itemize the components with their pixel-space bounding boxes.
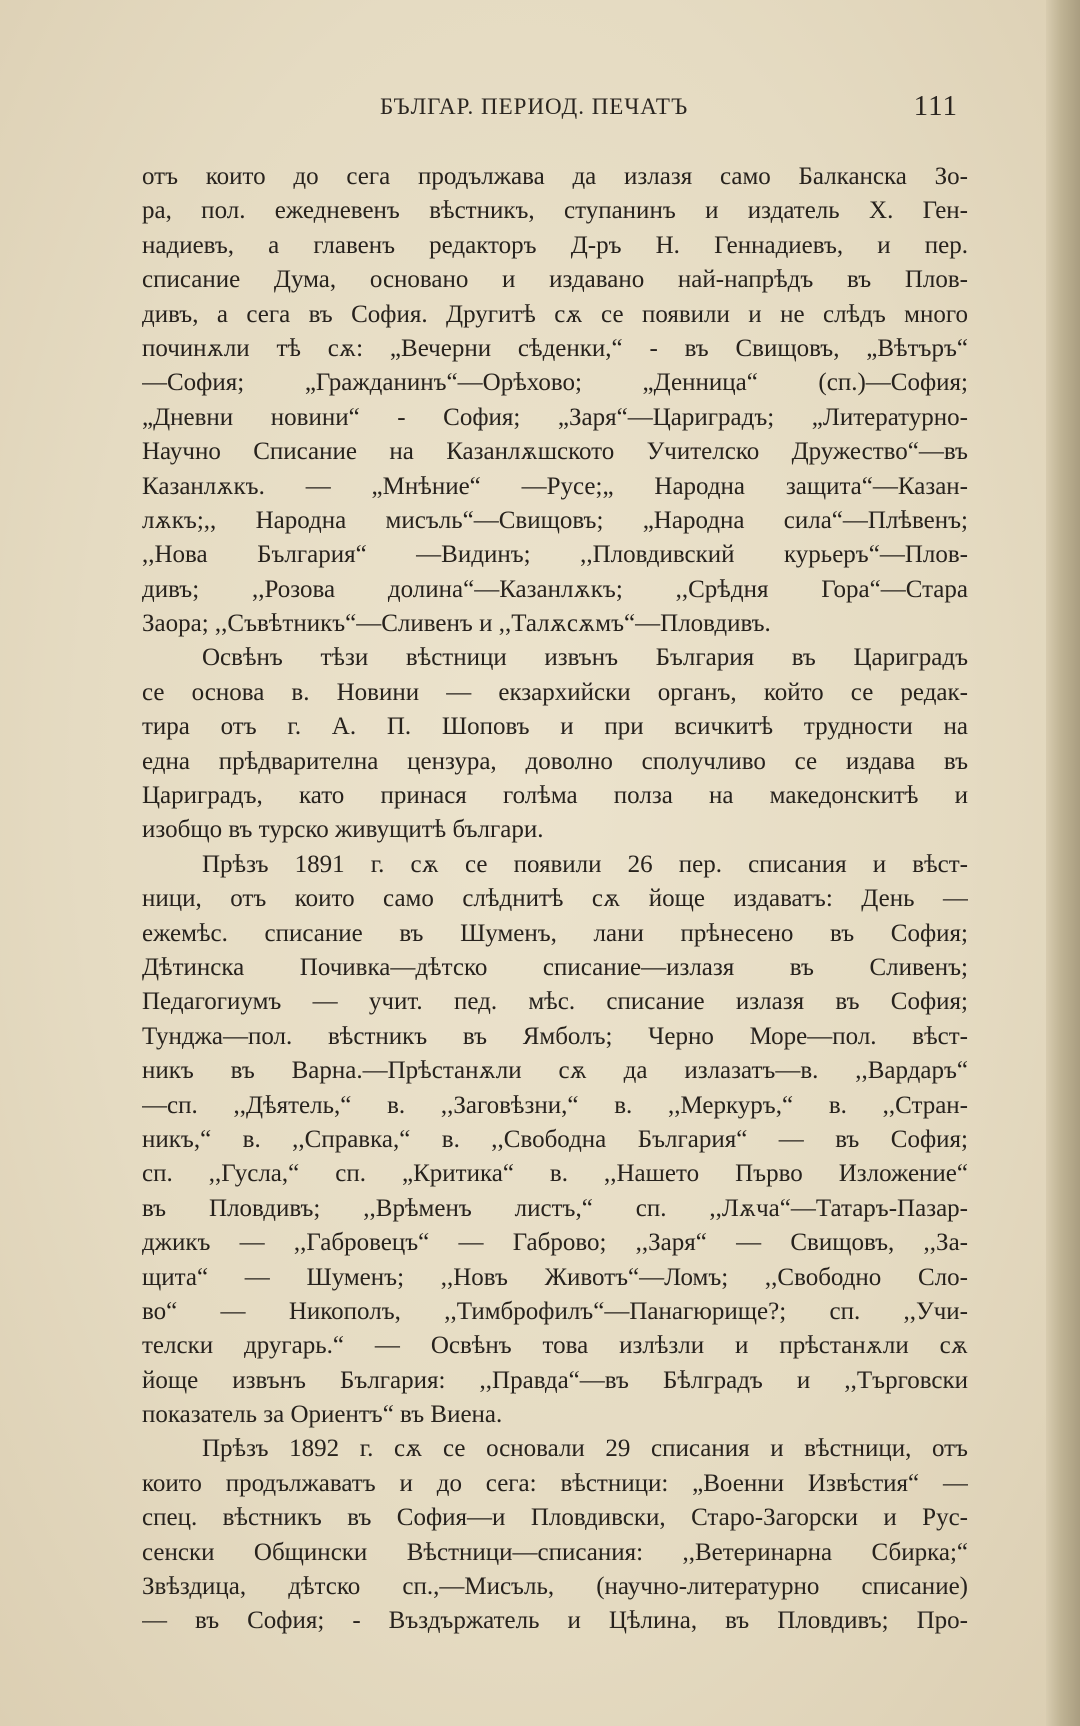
paragraph bbox=[142, 1432, 968, 1638]
text-line: — въ София; - Въздържатель и Цѣлина, въ Пловдивъ; Про- bbox=[142, 1607, 968, 1635]
running-head: БЪЛГАР. ПЕРИОД. ПЕЧАТЪ bbox=[380, 94, 689, 119]
text-line: които продължаватъ и до сега: вѣстници: „Военни Извѣстия“ — bbox=[142, 1469, 968, 1497]
text-line: Прѣзъ 1892 г. сѫ се основали 29 списания и вѣстници, отъ bbox=[202, 1435, 968, 1463]
text-line: ежемѣс. списание въ Шуменъ, лани прѣнесено въ София; bbox=[142, 919, 968, 947]
text-line: Тунджа—пол. вѣстникъ въ Ямболъ; Черно Море—пол. вѣст- bbox=[142, 1022, 968, 1050]
text-line: сп. ,,Гусла,“ сп. „Критика“ в. ,,Нашето Първо Изложение“ bbox=[142, 1160, 968, 1188]
paragraph bbox=[142, 848, 968, 1433]
text-line: —София; „Гражданинъ“—Орѣхово; „Денница“ (сп.)—София; bbox=[142, 369, 968, 397]
page-header bbox=[142, 90, 968, 130]
text-line: показатель за Ориентъ“ въ Виена. bbox=[142, 1401, 503, 1429]
text-line: Педагогиумъ — учит. пед. мѣс. списание излазя въ София; bbox=[142, 988, 968, 1016]
text-line: телски другарь.“ — Освѣнъ това излѣзли и прѣстанѫли сѫ bbox=[142, 1332, 968, 1360]
text-line: Казанлѫкъ. — „Мнѣние“ —Русе;„ Народна защита“—Казан- bbox=[142, 472, 968, 500]
text-line: ра, пол. ежедневенъ вѣстникъ, ступанинъ и издатель Х. Ген- bbox=[142, 197, 968, 225]
text-line: никъ въ Варна.—Прѣстанѫли сѫ да излазатъ—в. ,,Вардаръ“ bbox=[142, 1057, 968, 1085]
text-line: „Дневни новини“ - София; „Заря“—Цариградъ; „Литературно- bbox=[142, 403, 968, 431]
text-line: дивъ; ,,Розова долина“—Казанлѫкъ; ,,Срѣдня Гора“—Стара bbox=[142, 575, 968, 603]
text-line: йоще извънъ България: ,,Правда“—въ Бѣлградъ и ,,Търговски bbox=[142, 1366, 968, 1394]
text-line: Заора; ,,Съвѣтникъ“—Сливенъ и ,,Талѫсѫмъ“—Пловдивъ. bbox=[142, 610, 771, 638]
paragraph bbox=[142, 641, 968, 847]
text-line: Дѣтинска Почивка—дѣтско списание—излазя въ Сливенъ; bbox=[142, 953, 968, 981]
text-line: починѫли тѣ сѫ: „Вечерни сѣденки,“ - въ Свищовъ, „Вѣтъръ“ bbox=[142, 334, 968, 362]
text-line: никъ,“ в. ,,Справка,“ в. ,,Свободна България“ — въ София; bbox=[142, 1125, 968, 1153]
page-number: 111 bbox=[913, 90, 958, 122]
text-line: списание Дума, основано и издавано най-напрѣдъ въ Плов- bbox=[142, 266, 968, 294]
text-line: джикъ — ,,Габровецъ“ — Габрово; ,,Заря“ — Свищовъ, ,,За- bbox=[142, 1229, 968, 1257]
text-line: ,,Нова България“ —Видинъ; ,,Пловдивский курьеръ“—Плов- bbox=[142, 541, 968, 569]
text-line: се основа в. Новини — екзархийски органъ, който се редак- bbox=[142, 678, 968, 706]
text-line: отъ които до сега продължава да излазя само Балканска Зо- bbox=[142, 163, 968, 190]
text-line: —сп. ,,Дѣятель,“ в. ,,Заговѣзни,“ в. ,,Меркуръ,“ в. ,,Стран- bbox=[142, 1091, 968, 1119]
text-line: Звѣздица, дѣтско сп.,—Мисъль, (научно-литературно списание) bbox=[142, 1573, 968, 1601]
text-line: надиевъ, а главенъ редакторъ Д-ръ Н. Геннадиевъ, и пер. bbox=[142, 231, 968, 259]
text-line: дивъ, а сега въ София. Другитѣ сѫ се появили и не слѣдъ много bbox=[142, 300, 968, 328]
text-line: тира отъ г. А. П. Шоповъ и при всичкитѣ трудности на bbox=[142, 713, 968, 741]
text-line: една прѣдварителна цензура, доволно сполучливо се издава въ bbox=[142, 747, 968, 775]
scan-edge bbox=[1046, 0, 1080, 1726]
text-line: во“ — Никополъ, ,,Тимброфилъ“—Панагюрище?; сп. ,,Учи- bbox=[142, 1297, 968, 1325]
text-line: Научно Списание на Казанлѫшското Учителско Дружество“—въ bbox=[142, 438, 968, 466]
text-line: спец. вѣстникъ въ София—и Пловдивски, Старо-Загорски и Рус- bbox=[142, 1504, 968, 1532]
body-text bbox=[142, 160, 968, 1639]
text-line: изобщо въ турско живущитѣ българи. bbox=[142, 816, 544, 844]
text-line: Прѣзъ 1891 г. сѫ се появили 26 пер. списания и вѣст- bbox=[202, 850, 968, 878]
paragraph bbox=[142, 160, 968, 641]
text-line: Цариградъ, като принася голѣма полза на македонскитѣ и bbox=[142, 782, 968, 810]
text-line: ници, отъ които само слѣднитѣ сѫ йоще издаватъ: День — bbox=[142, 885, 968, 913]
text-line: Освѣнъ тѣзи вѣстници извънъ България въ Цариградъ bbox=[202, 644, 968, 672]
text-line: лѫкъ;,, Народна мисъль“—Свищовъ; „Народна сила“—Плѣвенъ; bbox=[142, 506, 968, 534]
text-line: сенски Общински Вѣстници—списания: ,,Ветеринарна Сбирка;“ bbox=[142, 1538, 968, 1566]
text-line: въ Пловдивъ; ,,Врѣменъ листъ,“ сп. ,,Лѫча“—Татаръ-Пазар- bbox=[142, 1194, 968, 1222]
text-line: щита“ — Шуменъ; ,,Новъ Животъ“—Ломъ; ,,Свободно Сло- bbox=[142, 1263, 968, 1291]
